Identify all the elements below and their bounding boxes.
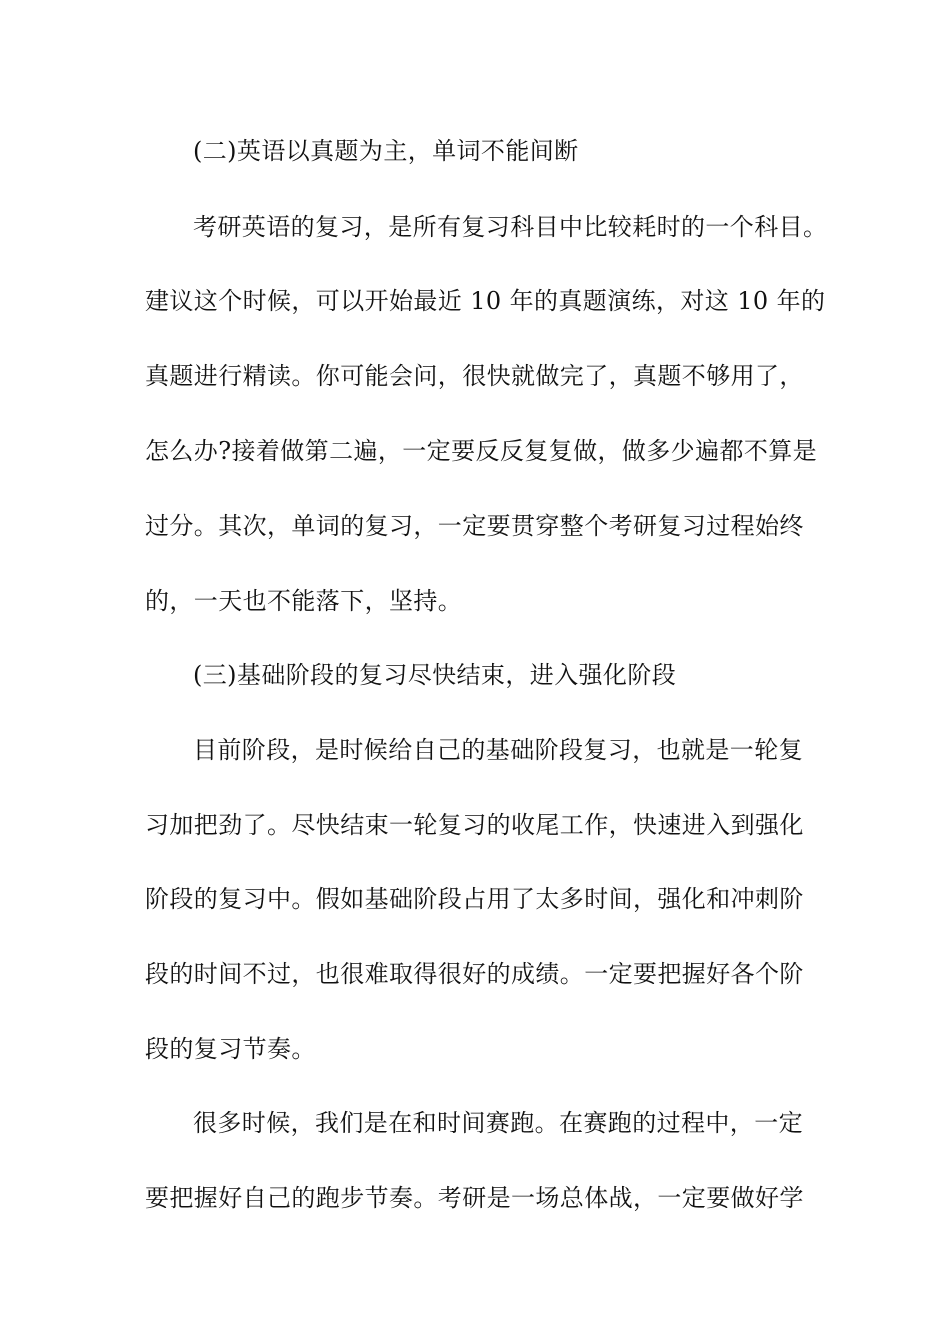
paragraph-line: 的，一天也不能落下，坚持。 (145, 587, 463, 615)
paragraph-line: 考研英语的复习，是所有复习科目中比较耗时的一个科目。 (193, 213, 828, 241)
paragraph-line: 阶段的复习中。假如基础阶段占用了太多时间，强化和冲刺阶 (145, 885, 804, 913)
paragraph-line: 怎么办?接着做第二遍，一定要反反复复做，做多少遍都不算是 (145, 437, 818, 465)
paragraph-line: 真题进行精读。你可能会问，很快就做完了，真题不够用了， (145, 362, 804, 390)
paragraph-line: 过分。其次，单词的复习，一定要贯穿整个考研复习过程始终 (145, 512, 804, 540)
paragraph-line: 目前阶段，是时候给自己的基础阶段复习，也就是一轮复 (193, 736, 803, 764)
section-heading-english: (二)英语以真题为主，单词不能间断 (193, 137, 579, 165)
paragraph-line: 段的复习节奏。 (145, 1035, 316, 1063)
section-heading-foundation: (三)基础阶段的复习尽快结束，进入强化阶段 (193, 661, 677, 689)
paragraph-line: 要把握好自己的跑步节奏。考研是一场总体战，一定要做好学 (145, 1184, 804, 1212)
paragraph-line: 习加把劲了。尽快结束一轮复习的收尾工作，快速进入到强化 (145, 811, 804, 839)
paragraph-line: 建议这个时候，可以开始最近 10 年的真题演练，对这 10 年的 (145, 287, 826, 315)
paragraph-line: 很多时候，我们是在和时间赛跑。在赛跑的过程中，一定 (193, 1109, 803, 1137)
paragraph-line: 段的时间不过，也很难取得很好的成绩。一定要把握好各个阶 (145, 960, 804, 988)
